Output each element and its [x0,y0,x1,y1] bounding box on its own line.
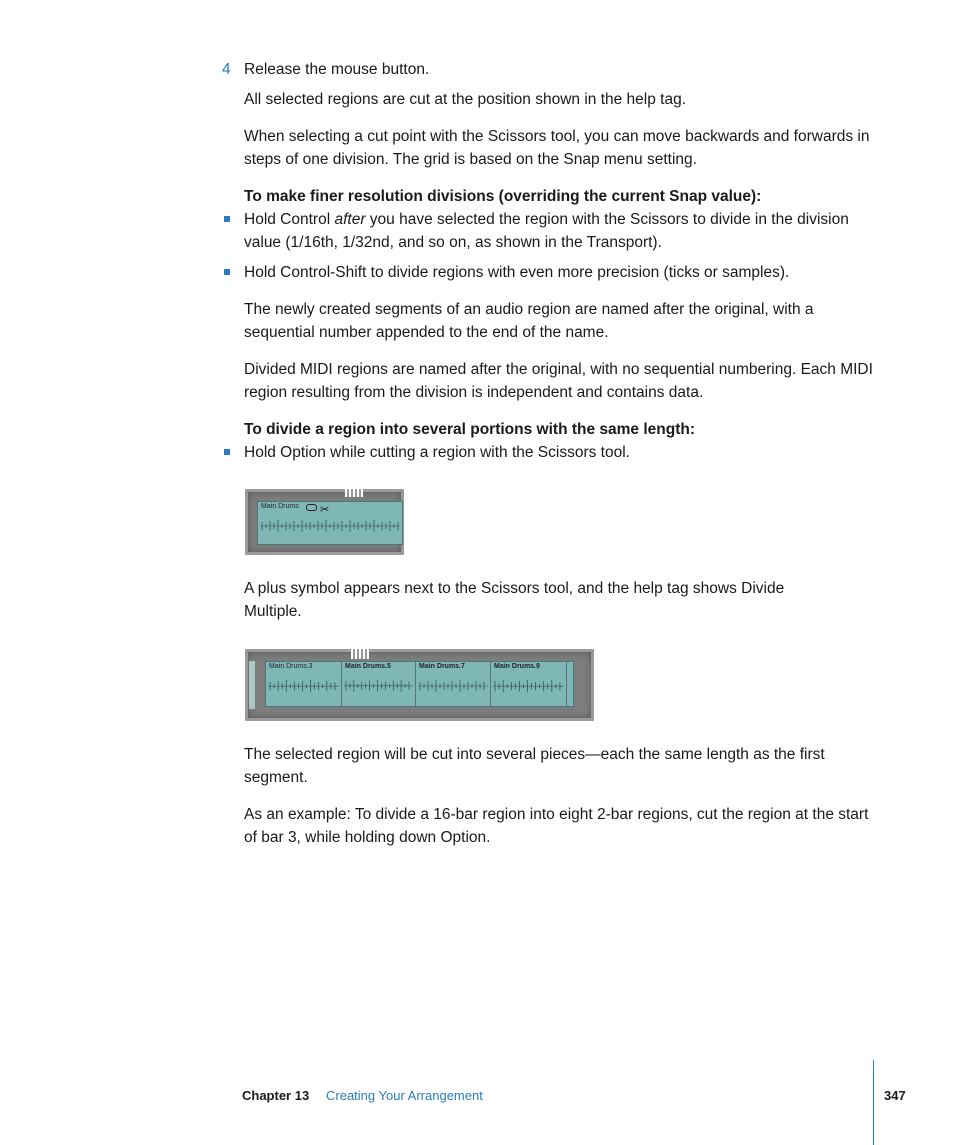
paragraph: Divided MIDI regions are named after the original, with no sequential numbering. Each MIDI region resulting from the division is independent and contains data. [244,361,873,401]
paragraph: When selecting a cut point with the Scissors tool, you can move backwards and forwards in steps of one division. The grid is based on the Snap menu setting. [244,128,870,168]
bullet-icon [224,449,230,455]
region-label: Main Drums.5 [345,663,391,670]
list-item [244,208,874,254]
emphasis-text: after [334,211,366,228]
audio-waveform [344,676,413,696]
audio-region[interactable] [257,501,403,545]
playhead-marker [345,489,363,497]
step-number: 4 [222,61,231,78]
audio-waveform [493,676,564,696]
audio-waveform [418,676,488,696]
list-item: Hold Option while cutting a region with the Scissors tool. [244,444,630,461]
paragraph: A plus symbol appears next to the Scissors tool, and the help tag shows Divide Multiple. [244,580,785,620]
bullet-icon [224,216,230,222]
list-item-text: you have selected the region with the Scissors to divide in the division value (1/16th, 1/32nd, and so on, as shown in the Transport). [244,211,849,251]
footer-chapter-title[interactable]: Creating Your Arrangement [326,1088,483,1103]
audio-region[interactable] [341,661,416,707]
audio-waveform [260,516,400,536]
bullet-icon [224,269,230,275]
paragraph: As an example: To divide a 16-bar region into eight 2-bar regions, cut the region at the start of bar 3, while holding down Option. [244,806,869,846]
scissors-icon: ✂ [320,504,330,516]
region-label: Main Drums [261,503,299,510]
audio-region-edge[interactable] [566,661,574,707]
region-label: Main Drums.9 [494,663,540,670]
track-edge [249,661,255,709]
footer-chapter: Chapter 13 [242,1088,310,1103]
audio-region[interactable] [490,661,567,707]
loop-icon [306,504,317,511]
region-label: Main Drums.3 [269,663,313,670]
paragraph: The newly created segments of an audio region are named after the original, with a sequential number appended to the end of the name. [244,301,814,341]
section-heading: To divide a region into several portions with the same length: [244,421,695,438]
list-item: Hold Control-Shift to divide regions with even more precision (ticks or samples). [244,264,790,281]
playhead-marker [351,649,369,659]
paragraph: All selected regions are cut at the position shown in the help tag. [244,91,687,108]
audio-region[interactable] [265,661,342,707]
audio-region[interactable] [415,661,491,707]
region-label: Main Drums.7 [419,663,465,670]
step-text: Release the mouse button. [244,61,430,78]
paragraph: The selected region will be cut into several pieces—each the same length as the first segment. [244,746,825,786]
screenshot-divided-regions [245,649,594,721]
footer-divider [873,1060,874,1145]
audio-waveform [268,676,339,696]
section-heading: To make finer resolution divisions (overriding the current Snap value): [244,188,762,205]
list-item-text: Hold Control [244,211,335,228]
page-number: 347 [884,1088,906,1103]
screenshot-single-region [245,489,404,555]
